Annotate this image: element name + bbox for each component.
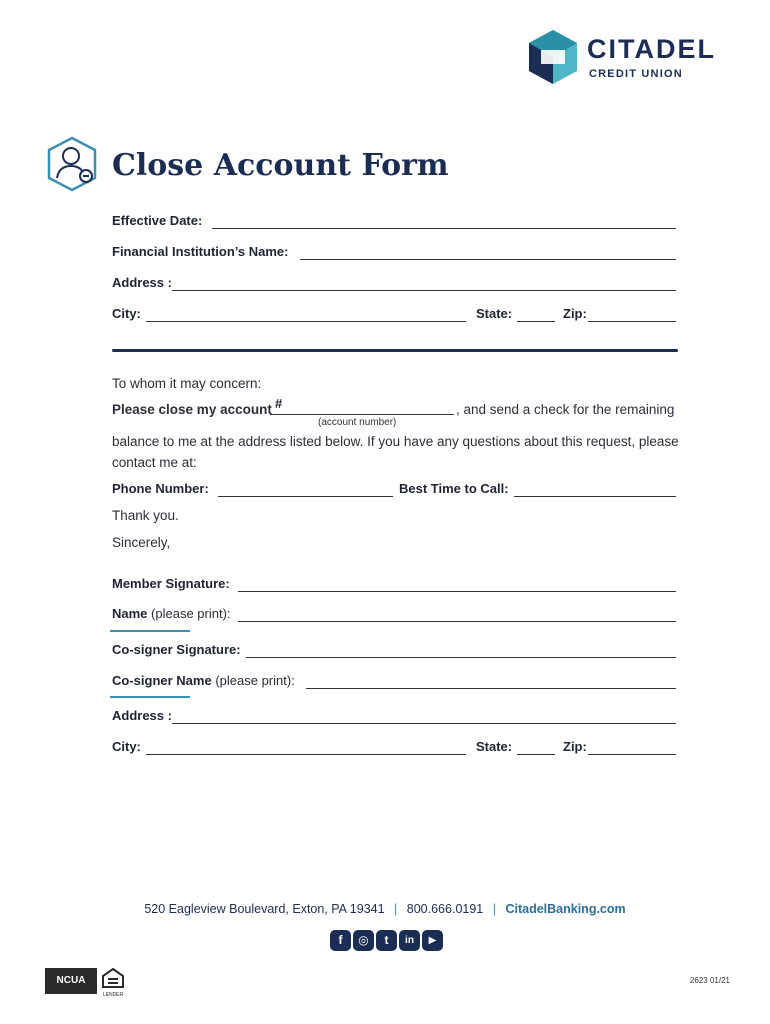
teal-accent-1	[110, 630, 190, 632]
state-row	[476, 306, 512, 326]
linkedin-icon[interactable]: in	[399, 930, 420, 951]
institution-field[interactable]	[300, 259, 676, 260]
address-field[interactable]	[172, 290, 676, 291]
brand-sub: CREDIT UNION	[589, 68, 683, 80]
person-minus-icon	[46, 136, 98, 192]
effective-date-field[interactable]	[212, 228, 676, 229]
cosigner-signature-field[interactable]	[246, 657, 676, 658]
member-signature-field[interactable]	[238, 591, 676, 592]
institution-row	[112, 244, 288, 264]
address-label: Address :	[112, 275, 172, 290]
best-time-label: Best Time to Call:	[399, 481, 509, 496]
zip-row	[563, 306, 587, 326]
ncua-badge: NCUA	[45, 968, 97, 994]
phone-label: Phone Number:	[112, 481, 209, 496]
citadel-logo	[527, 28, 727, 86]
sig-state-field[interactable]	[517, 754, 555, 755]
name-row	[112, 606, 231, 626]
thank-you: Thank you.	[112, 508, 179, 523]
letter-line-3: contact me at:	[112, 455, 197, 470]
citadel-hexagon-icon	[527, 28, 579, 86]
cosigner-signature-label: Co-signer Signature:	[112, 642, 241, 657]
cosigner-name-row	[112, 673, 295, 693]
account-hash: #	[275, 396, 283, 411]
institution-label: Financial Institution’s Name:	[112, 244, 289, 259]
phone-field[interactable]	[218, 496, 393, 497]
effective-date-row	[112, 213, 202, 233]
city-field[interactable]	[146, 321, 466, 322]
address-row	[112, 275, 172, 295]
state-field[interactable]	[517, 321, 555, 322]
name-hint: (please print):	[151, 606, 231, 621]
account-number-field[interactable]	[270, 414, 454, 415]
member-signature-label: Member Signature:	[112, 576, 230, 591]
salutation: To whom it may concern:	[112, 376, 262, 391]
teal-accent-2	[110, 696, 190, 698]
footer-sep-2: |	[492, 902, 496, 916]
city-label: City:	[112, 306, 141, 321]
sincerely: Sincerely,	[112, 535, 171, 550]
sig-zip-row	[563, 739, 587, 759]
close-suffix: , and send a check for the remaining	[456, 402, 675, 417]
name-field[interactable]	[238, 621, 676, 622]
footer-phone: 800.666.0191	[406, 902, 484, 916]
ehl-text: LENDER	[102, 992, 124, 998]
member-signature-row	[112, 576, 230, 596]
footer-address: 520 Eagleview Boulevard, Exton, PA 19341	[144, 902, 385, 916]
zip-field[interactable]	[588, 321, 676, 322]
page-title: Close Account Form	[112, 148, 449, 183]
sig-zip-field[interactable]	[588, 754, 676, 755]
footer-sep-1: |	[394, 902, 398, 916]
close-account-line	[112, 402, 272, 417]
cosigner-name-hint: (please print):	[215, 673, 295, 688]
section-divider	[112, 349, 678, 352]
sig-address-label: Address :	[112, 708, 172, 723]
brand-name: CITADEL	[587, 34, 716, 64]
state-label: State:	[476, 306, 513, 321]
zip-label: Zip:	[563, 306, 587, 321]
equal-housing-lender-icon	[102, 968, 124, 998]
sig-state-label: State:	[476, 739, 513, 754]
instagram-icon[interactable]: ◎	[353, 930, 374, 951]
form-code: 2623 01/21	[689, 976, 730, 985]
cosigner-name-label: Co-signer Name	[112, 673, 212, 688]
sig-address-field[interactable]	[172, 723, 676, 724]
sig-state-row	[476, 739, 512, 759]
footer-contact	[0, 902, 770, 916]
sig-address-row	[112, 708, 172, 728]
account-number-caption: (account number)	[318, 417, 397, 428]
sig-zip-label: Zip:	[563, 739, 587, 754]
close-prefix: Please close my account	[112, 402, 272, 417]
city-row	[112, 306, 141, 326]
footer-website-link[interactable]: CitadelBanking.com	[505, 902, 626, 916]
best-time-row	[399, 481, 509, 501]
best-time-field[interactable]	[514, 496, 676, 497]
sig-city-label: City:	[112, 739, 141, 754]
effective-date-label: Effective Date:	[112, 213, 203, 228]
name-label: Name	[112, 606, 148, 621]
twitter-icon[interactable]: t	[376, 930, 397, 951]
facebook-icon[interactable]: f	[330, 930, 351, 951]
letter-line-2: balance to me at the address listed below. If you have any questions about this request, please	[112, 434, 679, 449]
youtube-icon[interactable]: ▶	[422, 930, 443, 951]
cosigner-signature-row	[112, 642, 241, 662]
cosigner-name-field[interactable]	[306, 688, 676, 689]
phone-row	[112, 481, 209, 501]
sig-city-field[interactable]	[146, 754, 466, 755]
sig-city-row	[112, 739, 141, 759]
